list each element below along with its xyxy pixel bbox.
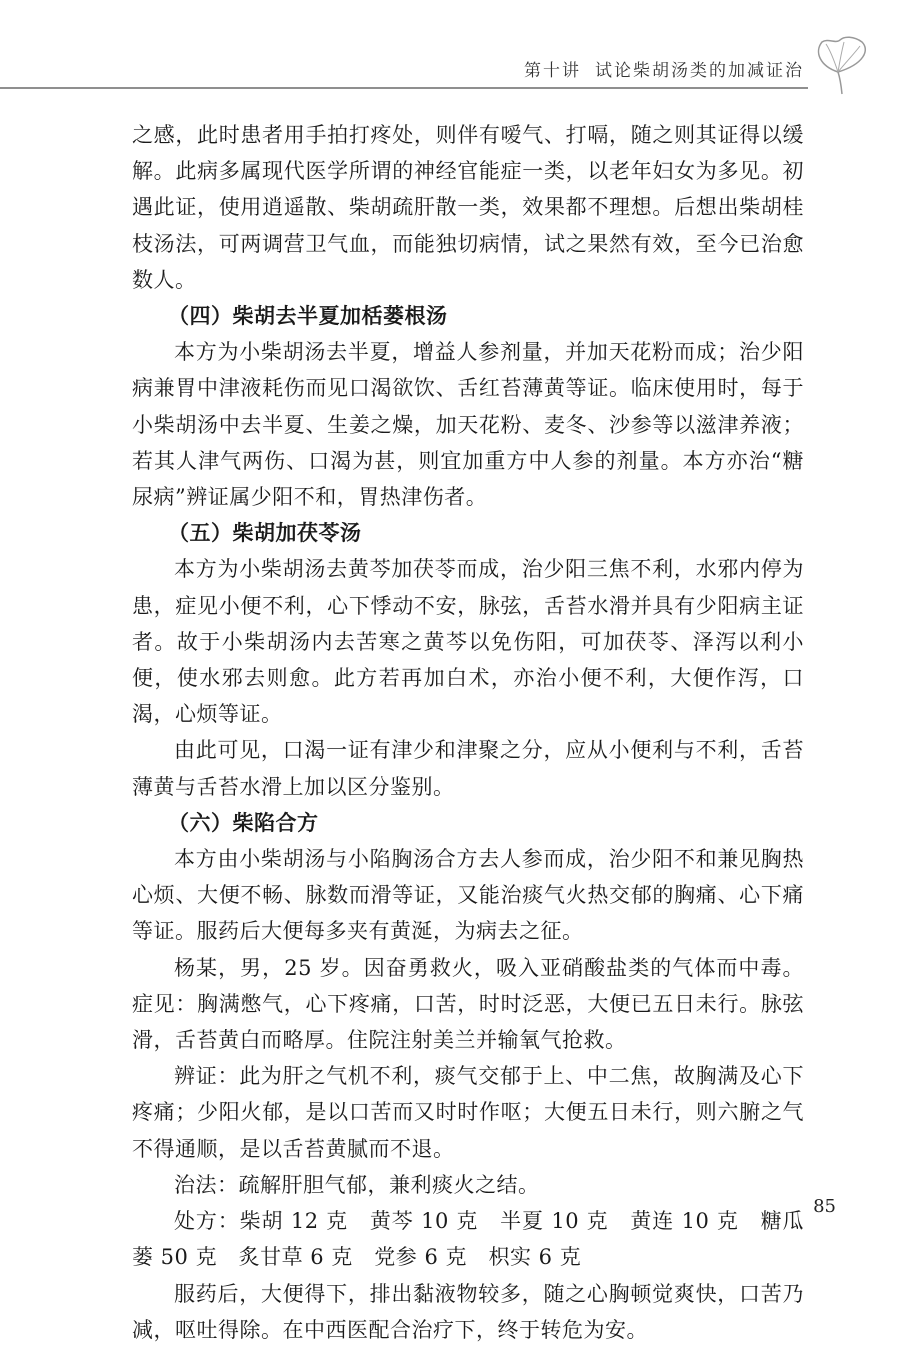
case-paragraph: 杨某，男，25 岁。因奋勇救火，吸入亚硝酸盐类的气体而中毒。症见：胸满憋气，心下疼痛，口苦，时时泛恶，大便已五日未行。脉弦滑，舌苔黄白而略厚。住院注射美兰并输氧气抢救。 [132, 955, 804, 1053]
page-number: 85 [813, 1196, 836, 1217]
paragraph: 由此可见，口渴一证有津少和津聚之分，应从小便利与不利，舌苔薄黄与舌苔水滑上加以区分鉴别。 [132, 738, 804, 799]
lecture-label: 第十讲 [524, 61, 581, 81]
section-heading-5: （五）柴胡加茯苓汤 [168, 521, 362, 546]
paragraph-continued: 之感，此时患者用手拍打疼处，则伴有嗳气、打嗝，随之则其证得以缓解。此病多属现代医学所谓的神经官能症一类，以老年妇女为多见。初遇此证，使用逍遥散、柴胡疏肝散一类，效果都不理想。后想出柴胡桂枝汤法，可两调营卫气血，而能独切病情，试之果然有效，至今已治愈数人。 [132, 123, 804, 292]
outcome-paragraph: 服药后，大便得下，排出黏液物较多，随之心胸顿觉爽快，口苦乃减，呕吐得除。在中西医配合治疗下，终于转危为安。 [132, 1281, 804, 1342]
section-heading-6: （六）柴陷合方 [168, 810, 319, 835]
running-head [524, 56, 804, 81]
page-header [0, 0, 900, 110]
header-rule [0, 87, 808, 89]
treatment-paragraph: 治法：疏解肝胆气郁，兼利痰火之结。 [174, 1172, 540, 1197]
paragraph: 本方由小柴胡汤与小陷胸汤合方去人参而成，治少阳不和兼见胸热心烦、大便不畅、脉数而滑等证，又能治痰气火热交郁的胸痛、心下痛等证。服药后大便每多夹有黄涎，为病去之征。 [132, 847, 804, 944]
paragraph: 本方为小柴胡汤去半夏，增益人参剂量，并加天花粉而成；治少阳病兼胃中津液耗伤而见口渴欲饮、舌红苔薄黄等证。临床使用时，每于小柴胡汤中去半夏、生姜之燥，加天花粉、麦冬、沙参等以滋津养液；若其人津气两伤、口渴为甚，则宜加重方中人参的剂量。本方亦治“糖尿病”辨证属少阳不和，胃热津伤者。 [132, 340, 804, 510]
chapter-title: 试论柴胡汤类的加减证治 [595, 61, 804, 81]
page-body [132, 117, 804, 1348]
ginkgo-leaf-icon [810, 34, 874, 98]
section-heading-4: （四）柴胡去半夏加栝蒌根汤 [168, 304, 448, 329]
paragraph: 本方为小柴胡汤去黄芩加茯苓而成，治少阳三焦不利，水邪内停为患，症见小便不利，心下悸动不安，脉弦，舌苔水滑并具有少阳病主证者。故于小柴胡汤内去苦寒之黄芩以免伤阳，可加茯苓、泽泻以利小便，使水邪去则愈。此方若再加白术，亦治小便不利，大便作泻，口渴，心烦等证。 [132, 557, 804, 727]
diagnosis-paragraph: 辨证：此为肝之气机不利，痰气交郁于上、中二焦，故胸满及心下疼痛；少阳火郁，是以口苦而又时时作呕；大便五日未行，则六腑之气不得通顺，是以舌苔黄腻而不退。 [132, 1064, 804, 1161]
prescription-paragraph: 处方：柴胡 12 克 黄芩 10 克 半夏 10 克 黄连 10 克 糖瓜蒌 50 克 炙甘草 6 克 党参 6 克 枳实 6 克 [132, 1209, 804, 1270]
